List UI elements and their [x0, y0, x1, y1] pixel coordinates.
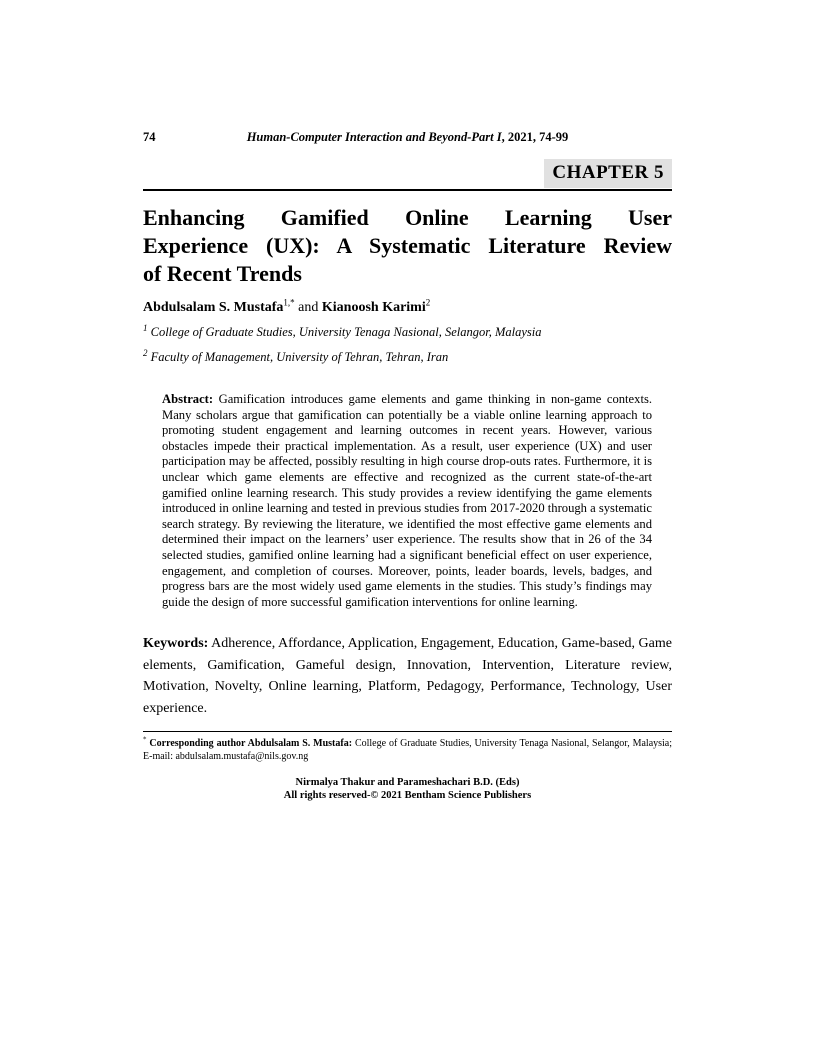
- affiliation-2-superscript: 2: [143, 347, 148, 358]
- affiliation-1-text: College of Graduate Studies, University Tenaga Nasional, Selangor, Malaysia: [150, 325, 542, 339]
- keywords-paragraph: [143, 633, 672, 719]
- author-1-name: Abdulsalam S. Mustafa: [143, 300, 284, 315]
- article-title-line-1: Enhancing Gamified Online Learning User: [143, 205, 672, 230]
- affiliation-2-text: Faculty of Management, University of Tehran, Tehran, Iran: [150, 350, 449, 364]
- article-title-line-2: Experience (UX): A Systematic Literature Review: [143, 233, 672, 258]
- keywords-label: Keywords:: [143, 636, 209, 652]
- chapter-label: CHAPTER 5: [544, 159, 672, 188]
- authors-connector: and: [298, 300, 319, 315]
- publisher-credit: [143, 776, 672, 802]
- footnote-marker: *: [143, 735, 147, 744]
- author-2-name: Kianoosh Karimi: [321, 300, 426, 315]
- page-header: [143, 130, 672, 146]
- article-title: [143, 204, 672, 288]
- author-2-superscript: 2: [425, 297, 431, 308]
- footnote-label: Corresponding author Abdulsalam S. Mustafa:: [149, 738, 353, 750]
- footnote-text: College of Graduate Studies, University Tenaga Nasional, Selangor, Malaysia; E-mail: abdulsalam.mustafa@nils.gov.ng: [143, 738, 673, 763]
- running-title-rest: , 2021, 74-99: [501, 130, 569, 144]
- editors-line: Nirmalya Thakur and Parameshachari B.D. (Eds): [295, 777, 520, 789]
- page-number: 74: [143, 130, 156, 144]
- corresponding-author-footnote: [143, 737, 672, 763]
- running-title-italic: Human-Computer Interaction and Beyond-Part I: [246, 130, 502, 144]
- abstract-paragraph: [162, 392, 652, 610]
- affiliation-2: [143, 348, 672, 366]
- authors-line: [143, 297, 672, 316]
- copyright-line: All rights reserved-© 2021 Bentham Science Publishers: [283, 790, 532, 802]
- abstract-text: Gamification introduces game elements and game thinking in non-game contexts. Many scholars argue that gamification can potentially be a viable online learning approach to promoting student engagement and learning outcomes in recent years. However, various obstacles impede their practical implementation. As a result, user experience (UX) and user participation may be affected, possibly resulting in high course drop-outs rates. Furthermore, it is unclear which game elements are effective and recognized as the current state-of-the-art gamified online learning research. This study provides a review identifying the game elements introduced in online learning and tested in previous studies from 2017-2020 through a systematic search strategy. By reviewing the literature, we identified the most effective game elements and determined their impact on the learners’ user experience. The results show that in 26 of the 34 selected studies, gamified online learning had a significant beneficial effect on user experience, engagement, and completion of courses. Moreover, points, leader boards, levels, badges, and progress bars are the most widely used game elements in the studies. This study’s findings may guide the design of more successful gamification interventions for online learning.: [162, 392, 653, 609]
- article-title-line-3: of Recent Trends: [143, 261, 302, 286]
- abstract-label: Abstract:: [162, 392, 214, 406]
- affiliation-1-superscript: 1: [143, 322, 148, 333]
- keywords-text: Adherence, Affordance, Application, Engagement, Education, Game-based, Game elements, Gamification, Gameful design, Innovation, Intervention, Literature review, Motivation, Novelty, Online learning, Platform, Pedagogy, Performance, Technology, User experience.: [143, 636, 672, 716]
- header-rule: [143, 189, 672, 191]
- chapter-banner-row: [143, 159, 672, 188]
- author-1-superscript: 1,*: [283, 297, 295, 308]
- running-title: [143, 130, 672, 145]
- affiliation-1: [143, 323, 672, 341]
- footnote-rule: [143, 731, 672, 732]
